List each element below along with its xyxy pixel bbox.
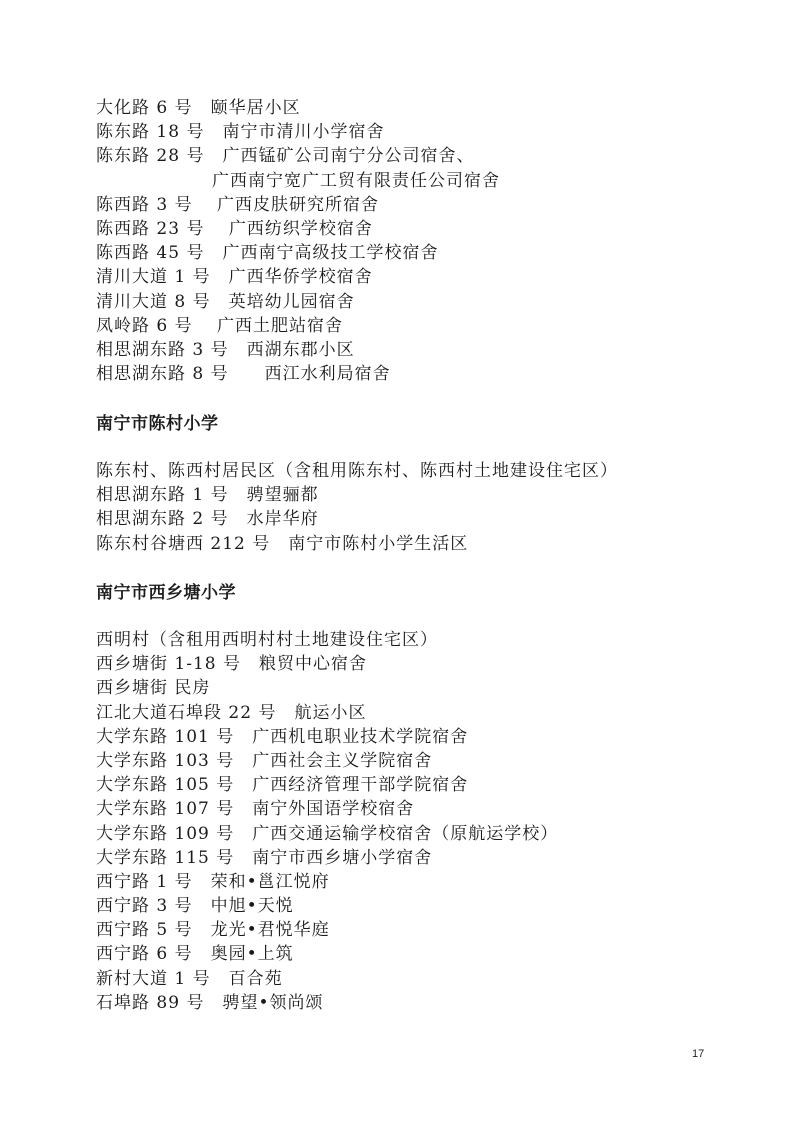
list-item: 陈东村谷塘西 212 号 南宁市陈村小学生活区 xyxy=(96,533,469,554)
list-item: 陈东路 18 号 南宁市清川小学宿舍 xyxy=(96,122,385,143)
list-item: 陈西路 3 号 广西皮肤研究所宿舍 xyxy=(96,194,380,215)
list-item: 陈东路 28 号 广西锰矿公司南宁分公司宿舍、 xyxy=(96,146,475,167)
list-item: 大学东路 115 号 南宁市西乡塘小学宿舍 xyxy=(96,847,433,868)
list-item: 新村大道 1 号 百合苑 xyxy=(96,968,283,989)
list-item: 相思湖东路 8 号 西江水利局宿舍 xyxy=(96,364,391,385)
list-item: 清川大道 1 号 广西华侨学校宿舍 xyxy=(96,267,373,288)
address-list-1 xyxy=(96,96,736,386)
list-item: 大学东路 105 号 广西经济管理干部学院宿舍 xyxy=(96,775,469,796)
list-item: 大学东路 101 号 广西机电职业技术学院宿舍 xyxy=(96,726,469,747)
section-heading-xixiangtang: 南宁市西乡塘小学 xyxy=(96,583,236,603)
list-item: 陈西路 23 号 广西纺织学校宿舍 xyxy=(96,218,373,239)
list-item: 大学东路 103 号 广西社会主义学院宿舍 xyxy=(96,750,433,771)
list-item: 西宁路 6 号 奥园•上筑 xyxy=(96,944,294,965)
section-heading-chencun: 南宁市陈村小学 xyxy=(96,414,219,434)
list-item: 西乡塘街 1-18 号 粮贸中心宿舍 xyxy=(96,654,367,675)
address-list-2 xyxy=(96,459,736,556)
list-item: 西明村（含租用西明村村土地建设住宅区） xyxy=(96,630,438,650)
list-item-continuation: 广西南宁宽广工贸有限责任公司宿舍 xyxy=(212,170,500,191)
list-item: 西宁路 5 号 龙光•君悦华庭 xyxy=(96,920,330,941)
list-item: 大学东路 109 号 广西交通运输学校宿舍（原航运学校） xyxy=(96,823,559,844)
list-item: 相思湖东路 1 号 骋望骊都 xyxy=(96,485,319,506)
list-item: 相思湖东路 3 号 西湖东郡小区 xyxy=(96,339,355,360)
list-item: 相思湖东路 2 号 水岸华府 xyxy=(96,509,319,530)
list-item: 西乡塘街 民房 xyxy=(96,678,211,699)
list-item: 大学东路 107 号 南宁外国语学校宿舍 xyxy=(96,799,415,820)
list-item: 大化路 6 号 颐华居小区 xyxy=(96,98,301,118)
list-item: 西宁路 1 号 荣和•邕江悦府 xyxy=(96,871,330,892)
list-item: 清川大道 8 号 英培幼儿园宿舍 xyxy=(96,291,355,312)
list-item: 陈东村、陈西村居民区（含租用陈东村、陈西村土地建设住宅区） xyxy=(96,461,618,481)
list-item: 石埠路 89 号 骋望•领尚颂 xyxy=(96,992,324,1013)
list-item: 江北大道石埠段 22 号 航运小区 xyxy=(96,702,367,723)
page-number: 17 xyxy=(692,1048,705,1060)
list-item: 陈西路 45 号 广西南宁高级技工学校宿舍 xyxy=(96,243,439,264)
list-item: 西宁路 3 号 中旭•天悦 xyxy=(96,896,294,917)
list-item: 凤岭路 6 号 广西土肥站宿舍 xyxy=(96,315,344,336)
address-list-3 xyxy=(96,628,736,1015)
